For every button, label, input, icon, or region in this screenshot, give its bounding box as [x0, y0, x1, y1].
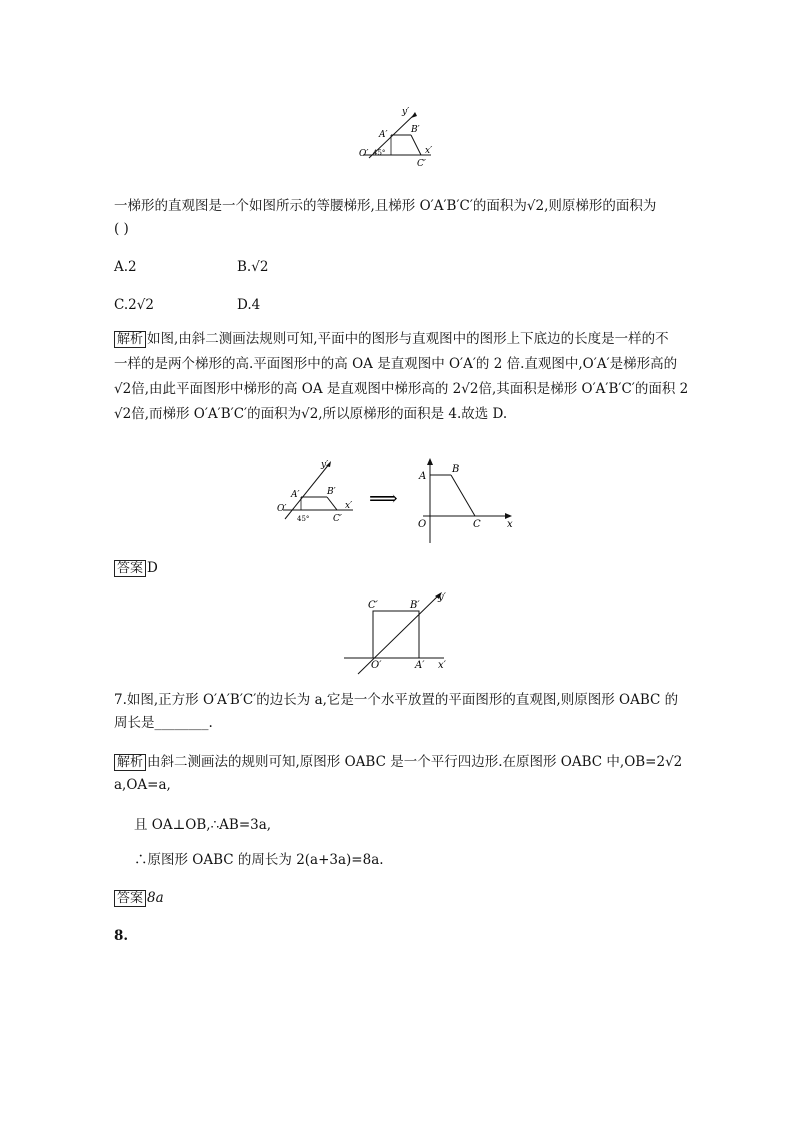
fig2-left-x-label: x′	[345, 501, 353, 511]
q7-analysis-text1: 由斜二测画法的规则可知,原图形 OABC 是一个平行四边形.在原图形 OABC 中,OB=2√2	[147, 754, 683, 770]
fig3-a-label: A′	[415, 660, 425, 671]
figure-oblique-to-original	[275, 455, 525, 545]
analysis-tag: 解析	[114, 331, 146, 348]
q7-answer-line	[114, 888, 164, 908]
q7-stem-line1: 7.如图,正方形 O′A′B′C′的边长为 a,它是一个水平放置的平面图形的直观图,则原图形 OABC 的	[114, 692, 679, 708]
fig2-left-b-label: B′	[327, 487, 336, 497]
fig3-o-label: O′	[371, 660, 382, 671]
fig2-left-y-label: y′	[321, 460, 329, 470]
fig1-c-label: C′	[417, 159, 426, 169]
q6-option-d[interactable]: D.4	[237, 297, 261, 313]
q7-step1: 且 OA⊥OB,∴AB=3a,	[134, 817, 272, 833]
fig3-y-label: y′	[438, 592, 446, 603]
fig2-right-o-label: O	[418, 519, 427, 530]
fig1-x-label: x′	[425, 146, 433, 156]
q6-option-a[interactable]: A.2	[114, 259, 137, 275]
fig1-o-label: O′	[359, 149, 369, 159]
figure-oblique-trapezoid	[355, 100, 445, 170]
fig2-right-b-label: B	[452, 464, 460, 475]
fig3-c-label: C′	[368, 600, 378, 611]
implies-arrow: ⟹	[369, 486, 398, 510]
q8-number: 8.	[114, 928, 129, 944]
fig1-a-label: A′	[379, 130, 388, 140]
q6-analysis-line2: 一样的是两个梯形的高.平面图形中的高 OA 是直观图中 O′A′的 2 倍.直观图中,O′A′是梯形高的	[114, 356, 678, 372]
q6-answer: D	[147, 560, 158, 576]
fig2-left-o-label: O′	[277, 504, 287, 514]
q7-analysis-line2: a,OA=a,	[114, 777, 171, 793]
answer-tag: 答案	[114, 890, 146, 907]
q6-analysis-line3: √2倍,由此平面图形中梯形的高 OA 是直观图中梯形高的 2√2倍,其面积是梯形 O′A′B′C′的面积 2	[114, 381, 689, 397]
fig1-b-label: B′	[411, 125, 420, 135]
q7-stem-line2: 周长是________.	[114, 715, 213, 731]
q6-stem-line1: 一梯形的直观图是一个如图所示的等腰梯形,且梯形 O′A′B′C′的面积为√2,则原梯形的面积为	[114, 198, 657, 214]
fig2-right-c-label: C	[473, 519, 481, 530]
answer-tag: 答案	[114, 560, 146, 577]
fig3-b-label: B′	[410, 600, 420, 611]
q6-analysis-line1	[114, 329, 669, 349]
fig1-angle-label: 45°	[373, 149, 386, 157]
q7-step2: ∴原图形 OABC 的周长为 2(a+3a)=8a.	[134, 852, 384, 868]
fig2-left-a-label: A′	[291, 490, 300, 500]
q6-option-c[interactable]: C.2√2	[114, 297, 154, 313]
q7-analysis-line1	[114, 752, 682, 772]
analysis-tag: 解析	[114, 754, 146, 771]
q6-answer-line	[114, 558, 158, 578]
q6-analysis-text1: 如图,由斜二测画法规则可知,平面中的图形与直观图中的图形上下底边的长度是一样的不	[147, 331, 669, 347]
fig2-left-angle-label: 45°	[297, 515, 310, 523]
q6-option-b[interactable]: B.√2	[237, 259, 269, 275]
q7-answer: 8a	[147, 890, 164, 906]
fig1-y-label: y′	[402, 107, 410, 117]
fig3-x-label: x′	[438, 660, 446, 671]
q6-analysis-line4: √2倍,而梯形 O′A′B′C′的面积为√2,所以原梯形的面积是 4.故选 D.	[114, 406, 508, 422]
fig2-right-a-label: A	[419, 471, 427, 482]
figure-square-oblique	[340, 588, 460, 678]
fig2-right-x-label: x	[507, 519, 513, 530]
fig2-left-c-label: C′	[333, 514, 342, 524]
q6-stem-line2: ( )	[114, 221, 129, 237]
